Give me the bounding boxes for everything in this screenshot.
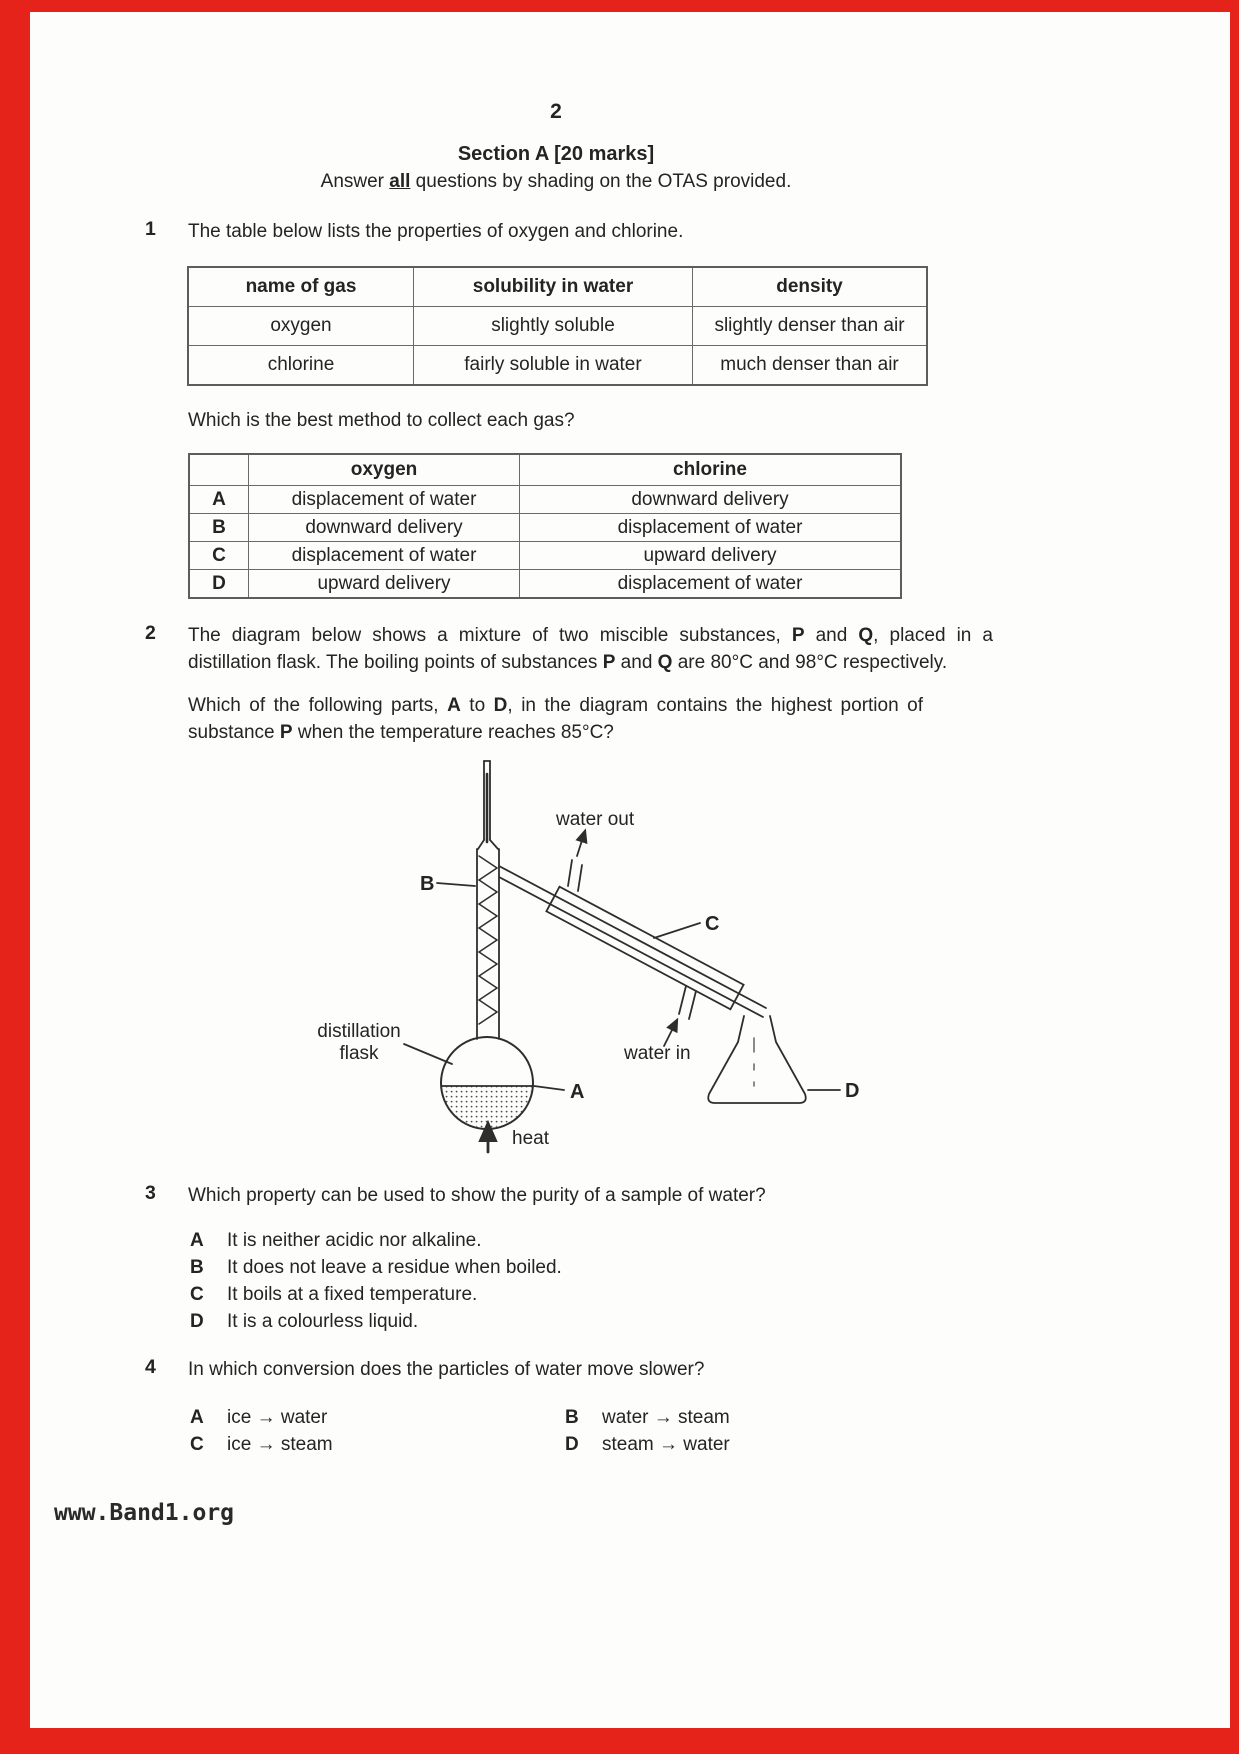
table-row [188,267,927,307]
cell: displacement of water [520,570,902,599]
option-text: It does not leave a residue when boiled. [227,1257,562,1278]
text-segment-bold: Q [858,625,874,646]
distillation-diagram [298,750,898,1162]
table-row [188,307,927,346]
section-instruction [0,171,1112,193]
table-row [189,454,901,486]
q2-intro [188,622,993,676]
label-a: A [570,1081,585,1103]
option-text: It is a colourless liquid. [227,1311,419,1332]
option-letter: D [565,1434,579,1455]
option-letter: B [565,1407,579,1428]
option-text: steam → water [602,1434,730,1455]
header-cell: density [693,267,928,307]
option-text: water → steam [602,1407,730,1428]
option-letter-cell: D [189,570,249,599]
q3-question: Which property can be used to show the purity of a sample of water? [188,1185,766,1206]
cell: chlorine [188,346,414,386]
distillation-flask-shape [441,1037,533,1129]
header-cell: name of gas [188,267,414,307]
option-letter-cell: C [189,542,249,570]
text-segment-bold: P [791,625,805,646]
option-text: It boils at a fixed temperature. [227,1284,478,1305]
water-out-label: water out [556,809,635,830]
heat-label: heat [512,1128,549,1149]
column-packing [479,856,497,1024]
option-letter-cell: A [189,486,249,514]
header-cell: chlorine [520,454,902,486]
text-segment-bold: A [447,695,461,716]
distillation-flask-label-line2: flask [339,1043,379,1064]
q3-option-c [190,1284,477,1306]
red-border-left [0,0,30,1754]
q3-option-b [190,1257,562,1279]
water-out-arrow [577,831,585,856]
q3-number: 3 [145,1182,156,1204]
header-cell: oxygen [249,454,520,486]
label-b: B [420,873,435,895]
option-letter: B [190,1257,204,1278]
q1-number: 1 [145,218,156,240]
gas-properties-table [187,266,928,386]
cell: displacement of water [249,542,520,570]
option-letter: A [190,1407,204,1428]
footer-url: www.Band1.org [54,1500,235,1526]
q4-number: 4 [145,1356,156,1378]
red-border-right [1230,0,1239,1754]
text-segment-bold: D [493,695,508,716]
text-segment: and [615,652,658,673]
label-d: D [845,1080,860,1102]
table-row [189,542,901,570]
label-c: C [705,913,720,935]
option-letter: A [190,1230,204,1251]
q4-option-b [565,1407,730,1429]
text-segment: to [460,695,494,716]
cell: much denser than air [693,346,928,386]
text-segment: questions by shading on the OTAS provided. [410,171,792,192]
option-text: ice → water [227,1407,328,1428]
q4-option-c [190,1434,333,1456]
q4-question: In which conversion does the particles of water move slower? [188,1359,705,1380]
thermometer [478,761,498,849]
condenser-tube [499,866,766,1017]
conical-flask [708,1016,806,1103]
red-border-top [0,0,1239,12]
text-segment: and [804,625,859,646]
text-segment: Which of the following parts, [188,695,448,716]
text-segment: The diagram below shows a mixture of two miscible substances, [188,625,792,646]
water-in-label: water in [624,1043,691,1064]
option-text: ice → steam [227,1434,333,1455]
q4-option-d [565,1434,730,1456]
q2-number: 2 [145,622,156,644]
text-segment: when the temperature reaches 85°C? [292,722,614,743]
cell: slightly denser than air [693,307,928,346]
text-segment-bold-underline: all [389,171,411,192]
text-segment: , placed in a distillation flask. The boiling points of substances [188,625,993,673]
text-segment-bold: P [279,722,293,743]
condenser-jacket [546,860,743,1019]
header-cell: solubility in water [414,267,693,307]
cell: displacement of water [249,486,520,514]
page-number: 2 [550,100,562,123]
leader-lines [404,883,840,1090]
diagram-labels [317,809,859,1149]
text-segment-bold: Q [657,652,673,673]
text-segment: are 80°C and 98°C respectively. [672,652,948,673]
table-row [188,346,927,386]
q1-intro: The table below lists the properties of oxygen and chlorine. [188,221,684,242]
table-row [189,486,901,514]
text-segment: , in the diagram contains the highest portion of substance [188,695,924,743]
cell: displacement of water [520,514,902,542]
q3-option-a [190,1230,482,1252]
section-title: Section A [20 marks] [457,143,655,165]
header-cell [189,454,249,486]
text-segment-bold: P [602,652,616,673]
q1-question: Which is the best method to collect each gas? [188,410,575,431]
text-segment: Answer [320,171,390,192]
cell: upward delivery [520,542,902,570]
cell: slightly soluble [414,307,693,346]
option-letter: D [190,1311,204,1332]
distillation-flask-label-line1: distillation [317,1021,401,1042]
q2-question [188,692,923,746]
q4-option-a [190,1407,327,1429]
option-letter: C [190,1284,204,1305]
cell: downward delivery [520,486,902,514]
cell: fairly soluble in water [414,346,693,386]
table-row [189,514,901,542]
option-letter-cell: B [189,514,249,542]
flask-liquid [441,1086,533,1128]
cell: oxygen [188,307,414,346]
option-letter: C [190,1434,204,1455]
cell: upward delivery [249,570,520,599]
collection-method-table [188,453,902,599]
q3-option-d [190,1311,418,1333]
red-border-bottom [0,1728,1239,1754]
table-row [189,570,901,599]
option-text: It is neither acidic nor alkaline. [227,1230,482,1251]
fractionating-column [477,849,499,1039]
cell: downward delivery [249,514,520,542]
